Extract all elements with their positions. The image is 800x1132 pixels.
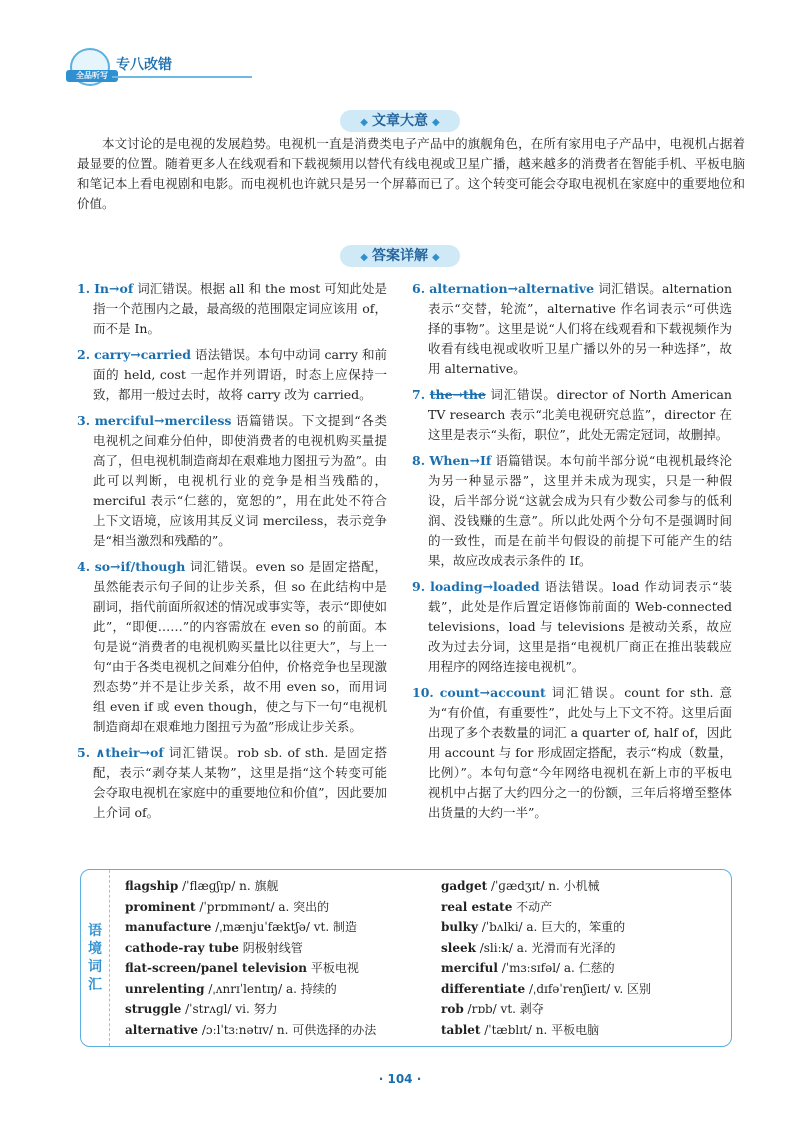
summary-heading-text: 文章大意 — [372, 113, 428, 129]
section-title: 专八改错 — [116, 57, 172, 73]
diamond-icon: ◆ — [432, 252, 440, 263]
vocabulary-column-left — [125, 876, 425, 1040]
vocabulary-label-char: 汇 — [88, 977, 102, 993]
answer-correction: count→account — [439, 685, 546, 700]
vocab-word: tablet — [441, 1022, 481, 1037]
answers-column-right — [412, 279, 732, 829]
answer-number: 1. — [77, 281, 91, 296]
vocab-word: differentiate — [441, 981, 526, 996]
answer-item — [412, 385, 732, 445]
page-header — [60, 42, 740, 92]
answer-correction: ∧their→of — [95, 745, 164, 760]
vocab-word: struggle — [125, 1002, 182, 1016]
brand-logo-text: 全品听写 — [66, 70, 118, 82]
vocab-entry — [125, 958, 425, 979]
vocab-word: rob — [441, 1002, 464, 1016]
answer-correction: loading→loaded — [430, 579, 540, 594]
vocab-word: bulky — [441, 920, 478, 934]
vocab-definition: /ˈflæɡʃɪp/ n. 旗舰 — [178, 879, 279, 893]
vocab-entry — [441, 999, 731, 1020]
vocab-word: flat-screen/panel television — [125, 961, 307, 975]
answer-correction: so→if/though — [94, 559, 186, 574]
vocab-entry — [441, 1020, 731, 1041]
answer-item — [77, 557, 387, 737]
vocabulary-box — [80, 869, 732, 1047]
vocab-entry — [125, 897, 425, 918]
vocabulary-label — [81, 870, 110, 1046]
vocab-word: prominent — [125, 899, 196, 914]
answer-explanation: 词汇错误。even so 是固定搭配，虽然能表示句子间的让步关系，但 so 在此结构中是副词，指代前面所叙述的情况或事实等，表示“即使如此”，“即便……”的内容需放在 even so 的前面。本句是说“消费者的电视机购买量比以往更大”，与上一句“由于各类电视机之间难分伯仲，价格竞争也呈现激烈态势”并不是让步关系，故不用 even so，而用词组 even if 或 even though，使之与下一句“电视机制造商却在艰难地力图扭亏为盈”形成让步关系。 — [93, 559, 387, 734]
answer-explanation: 词汇错误。director of North American TV research 表示“北美电视研究总监”，director 在这里是表示“头衔，职位”，此处无需定冠词，故删掉。 — [428, 387, 732, 442]
diamond-icon: ◆ — [432, 117, 440, 128]
answer-item — [77, 743, 387, 823]
vocab-word: sleek — [441, 940, 476, 955]
vocab-definition: /ˈprɒmɪnənt/ a. 突出的 — [195, 899, 330, 914]
answers-column-left — [77, 279, 387, 829]
vocab-entry — [125, 876, 425, 897]
vocab-entry — [441, 917, 731, 938]
vocab-entry — [441, 979, 731, 1000]
vocab-entry — [125, 917, 425, 938]
vocabulary-label-char: 词 — [88, 959, 102, 975]
vocab-definition: /ˈbʌlki/ a. 巨大的，笨重的 — [477, 920, 626, 934]
vocab-entry — [441, 958, 731, 979]
answer-number: 2. — [77, 347, 91, 362]
answer-number: 7. — [412, 387, 426, 402]
answers-heading-text: 答案详解 — [372, 248, 428, 264]
summary-paragraph: 本文讨论的是电视的发展趋势。电视机一直是消费类电子产品中的旗舰角色，在所有家用电子产品中，电视机占据着最显要的位置。随着更多人在线观看和下载视频用以替代有线电视或卫星广播，越来越多的消费者在智能手机、平板电脑和笔记本上看电视剧和电影。而电视机也许就只是另一个屏幕而已了。这个转变可能会夺取电视机在家庭中的重要地位和价值。 — [77, 136, 745, 211]
answer-item — [77, 345, 387, 405]
answer-number: 8. — [412, 453, 426, 468]
vocab-definition: /ˈtæblɪt/ n. 平板电脑 — [480, 1022, 600, 1037]
answers-heading — [340, 245, 460, 267]
answer-explanation: 语法错误。本句中动词 carry 和前面的 held, cost 一起作并列谓语，时态上应保持一致，都用一般过去时，故将 carry 改为 carried。 — [93, 347, 387, 402]
vocab-word: gadget — [441, 879, 488, 893]
answer-item — [77, 411, 387, 551]
summary-heading — [340, 110, 460, 132]
answer-number: 6. — [412, 281, 426, 296]
answer-correction: merciful→merciless — [94, 413, 232, 428]
answer-number: 9. — [412, 579, 426, 594]
diamond-icon: ◆ — [360, 117, 368, 128]
vocab-definition: /ˈɡædʒɪt/ n. 小机械 — [487, 879, 600, 893]
vocab-definition: /rɒb/ vt. 剥夺 — [463, 1002, 544, 1016]
vocab-entry — [441, 876, 731, 897]
answer-correction: alternation→alternative — [429, 281, 595, 296]
answer-explanation: 语篇错误。本句前半部分说“电视机最终沦为另一种显示器”，这里并未成为现实，只是一种假设，后半部分说“这就会成为只有少数公司参与的低利润、没钱赚的生意”。所以此处两个分句不是强调时间的一致性，而是在前半句假设的前提下可能产生的结果，故应改成表示条件的 If。 — [428, 453, 732, 568]
answer-item — [412, 451, 732, 571]
answer-explanation: 词汇错误。根据 all 和 the most 可知此处是指一个范围内之最，最高级的范围限定词应该用 of，而不是 In。 — [93, 281, 387, 336]
answer-explanation: 词汇错误。alternation 表示“交替，轮流”，alternative 作名词表示“可供选择的事物”。这里是说“人们将在线观看和下载视频作为收看有线电视或收听卫星广播以外的另一种选择”，故用 alternative。 — [428, 281, 732, 376]
answer-number: 10. — [412, 685, 434, 700]
vocab-definition: /sliːk/ a. 光滑而有光泽的 — [475, 940, 616, 955]
vocab-definition: /ˌdɪfəˈrenʃieɪt/ v. 区别 — [525, 981, 651, 996]
vocab-word: alternative — [125, 1022, 199, 1037]
vocab-definition: 平板电视 — [307, 961, 359, 975]
vocab-entry — [441, 938, 731, 959]
answer-item — [77, 279, 387, 339]
vocab-definition: /ˌmænjuˈfæktʃə/ vt. 制造 — [211, 920, 357, 934]
vocab-entry — [125, 938, 425, 959]
vocab-definition: 不动产 — [512, 899, 553, 914]
vocab-entry — [125, 979, 425, 1000]
vocab-word: real estate — [441, 899, 513, 914]
answer-explanation: 语篇错误。下文提到“各类电视机之间难分伯仲，即使消费者的电视机购买量提高了，但电视机制造商却在艰难地力图扭亏为盈”。由此可以判断，电视机行业的竞争是相当残酷的，merciful 表示“仁慈的，宽恕的”，用在此处不符合上下文语境，应该用其反义词 merciless，表示竞争是“相当激烈和残酷的”。 — [93, 413, 387, 548]
vocab-entry — [125, 999, 425, 1020]
vocab-word: cathode-ray tube — [125, 940, 239, 955]
vocabulary-label-char: 语 — [88, 923, 102, 939]
answer-item — [412, 279, 732, 379]
answer-number: 4. — [77, 559, 91, 574]
answer-explanation: 词汇错误。count for sth. 意为“有价值，有重要性”，此处与上下文不符。这里后面出现了多个表数量的词汇 a quarter of, half of，因此用 account 与 for 形成固定搭配，表示“构成（数量，比例）”。本句句意“今年网络电视机在新上市的平板电视机中占据了大约四分之一的份额，三年后将增至整体出货量的大约一半”。 — [428, 685, 732, 820]
answer-explanation: 词汇错误。rob sb. of sth. 是固定搭配，表示“剥夺某人某物”，这里是指“这个转变可能会夺取电视机在家庭中的重要地位和价值”，因此要加上介词 of。 — [93, 745, 388, 820]
answer-correction: carry→carried — [94, 347, 192, 362]
answer-number: 3. — [77, 413, 91, 428]
vocabulary-label-char: 境 — [88, 941, 102, 957]
vocab-definition: /ˈmɜːsɪfəl/ a. 仁慈的 — [497, 961, 615, 975]
vocab-entry — [441, 897, 731, 918]
vocab-word: merciful — [441, 961, 498, 975]
page-number: · 104 · — [378, 1072, 422, 1086]
vocab-word: unrelenting — [125, 981, 205, 996]
vocab-definition: /ˈstrʌɡl/ vi. 努力 — [181, 1002, 278, 1016]
answer-correction: When→If — [429, 453, 492, 468]
answer-explanation: 语法错误。load 作动词表示“装载”，此处是作后置定语修饰前面的 Web-connected televisions，load 与 televisions 是被动关系，故应改为过去分词，这里是指“电视机厂商正在推出装载应用程序的网络连接电视机”。 — [428, 579, 732, 674]
answer-number: 5. — [77, 745, 91, 760]
vocab-definition: 阴极射线管 — [238, 940, 303, 955]
brand-logo — [70, 48, 110, 86]
answer-item — [412, 683, 732, 823]
answer-item — [412, 577, 732, 677]
header-underline — [112, 76, 252, 78]
vocab-word: flagship — [125, 879, 179, 893]
answer-correction: the→the — [429, 387, 486, 402]
vocab-definition: /ˌʌnrɪˈlentɪŋ/ a. 持续的 — [204, 981, 337, 996]
vocabulary-column-right — [441, 876, 731, 1040]
vocab-entry — [125, 1020, 425, 1041]
answer-correction: In→of — [94, 281, 134, 296]
vocab-word: manufacture — [125, 920, 212, 934]
diamond-icon: ◆ — [360, 252, 368, 263]
vocab-definition: /ɔːlˈtɜːnətɪv/ n. 可供选择的办法 — [198, 1022, 377, 1037]
